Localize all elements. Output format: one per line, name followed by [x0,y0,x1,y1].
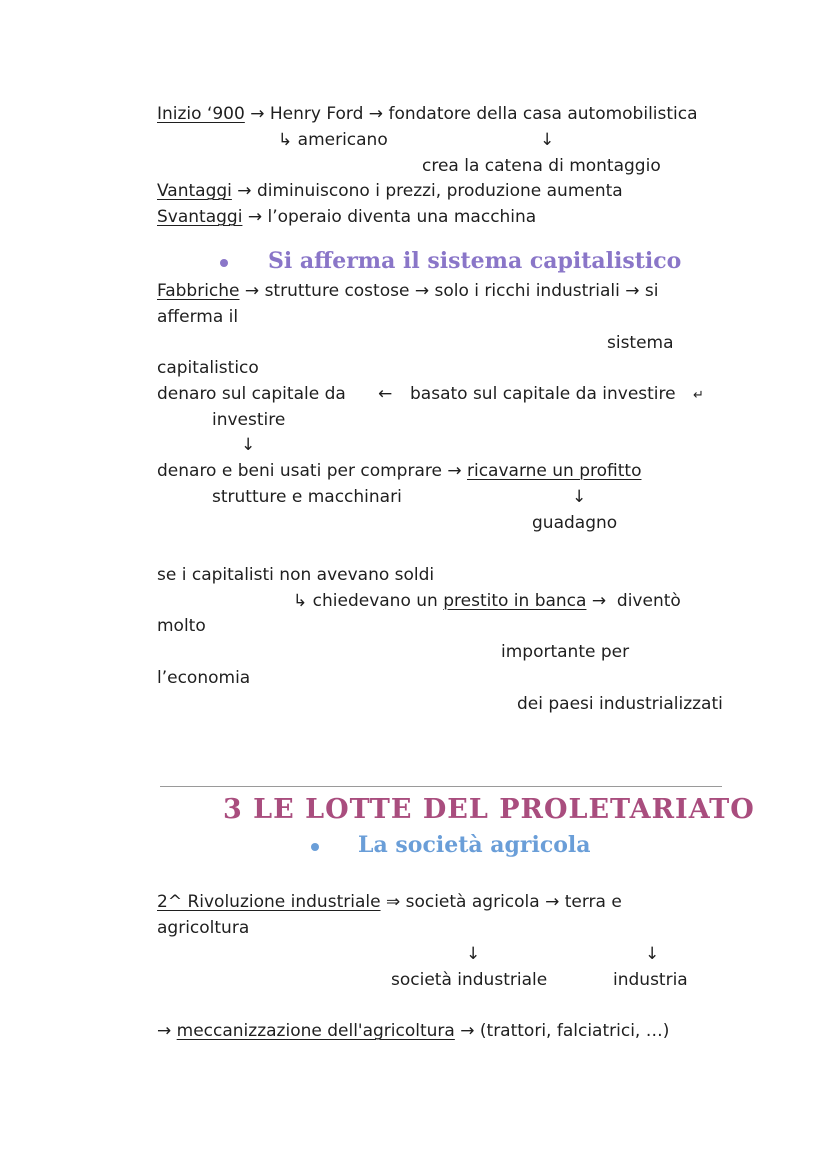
left-arrow: ← [378,384,393,404]
line-text: ↳ chiedevano un [293,591,444,611]
underlined-term: meccanizzazione dell'agricoltura [176,1021,455,1041]
line-strutture-macchinari: strutture e macchinari [212,487,402,507]
underlined-term: 2^ Rivoluzione industriale [157,892,381,912]
line-text: → (trattori, falciatrici, …) [454,1021,670,1041]
line-societa-industriale: società industriale [391,970,548,990]
line-denaro-capitale: denaro sul capitale da [157,384,346,404]
heading-sistema-capitalistico: Si afferma il sistema capitalistico [268,248,682,274]
line-afferma-il: afferma il [157,307,239,327]
line-capitalisti-soldi: se i capitalisti non avevano soldi [157,565,435,585]
bullet-icon [311,843,319,851]
line-prestito [293,590,681,612]
line-economia: l’economia [157,668,251,688]
line-sistema: sistema [607,333,674,353]
line-text: → l’operaio diventa una macchina [242,207,537,227]
line-industria: industria [613,970,688,990]
line-text: → [157,1021,177,1041]
line-inizio-900 [157,103,698,125]
section-title: 3 LE LOTTE DEL PROLETARIATO [223,794,755,825]
line-importante-per: importante per [501,642,630,662]
line-guadagno: guadagno [532,513,618,533]
underlined-term: prestito in banca [443,591,587,611]
line-text: → Henry Ford → fondatore della casa automobilistica [244,104,698,124]
line-americano: ↳ americano [278,130,388,150]
underlined-term: Fabbriche [157,281,240,301]
line-meccanizzazione [157,1020,669,1042]
line-paesi-industrializzati: dei paesi industrializzati [517,694,723,714]
line-text: ⇒ società agricola → terra e [380,892,622,912]
line-svantaggi [157,206,536,228]
down-arrow: ↓ [572,487,587,507]
return-arrow-icon: ↵ [693,388,704,403]
line-text: → diminuiscono i prezzi, produzione aumenta [231,181,623,201]
line-agricoltura: agricoltura [157,918,250,938]
underlined-term: Inizio ‘900 [157,104,245,124]
down-arrow: ↓ [241,435,256,455]
line-investire: investire [212,410,286,430]
line-fabbriche [157,280,659,302]
underlined-term: Vantaggi [157,181,232,201]
underlined-term: Svantaggi [157,207,243,227]
line-denaro-beni [157,460,641,482]
line-text: denaro e beni usati per comprare → [157,461,467,481]
down-arrow: ↓ [466,944,481,964]
line-vantaggi [157,180,623,202]
line-text: → strutture costose → solo i ricchi industriali → si [239,281,659,301]
bullet-icon [220,259,228,267]
line-catena-montaggio: crea la catena di montaggio [422,156,661,176]
line-capitalistico: capitalistico [157,358,259,378]
horizontal-rule [160,786,722,787]
line-basato-capitale: basato sul capitale da investire [410,384,676,404]
heading-societa-agricola: La società agricola [358,832,591,858]
down-arrow: ↓ [540,130,555,150]
line-molto: molto [157,616,206,636]
line-rivoluzione-industriale [157,891,622,913]
down-arrow: ↓ [645,944,660,964]
line-text: → diventò [586,591,681,611]
underlined-term: ricavarne un profitto [467,461,642,481]
